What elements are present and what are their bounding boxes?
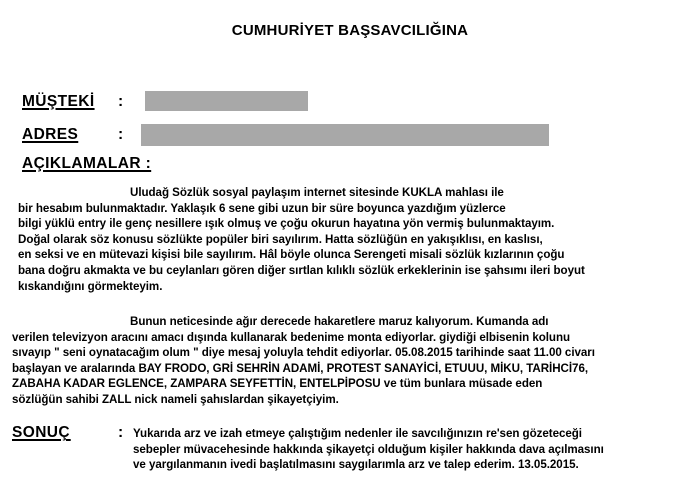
paragraph-line: Uludağ Sözlük sosyal paylaşım internet sitesinde KUKLA mahlası ile xyxy=(130,186,504,199)
statement-paragraph-2 xyxy=(12,314,595,408)
statement-paragraph-1 xyxy=(18,185,585,294)
paragraph-line: Doğal olarak söz konusu sözlükte popüler biri sayılırım. Hatta sözlüğün en yakışıklısı, en kaslısı, xyxy=(18,232,543,246)
adres-label: ADRES xyxy=(22,126,79,143)
paragraph-line: ZABAHA KADAR EGLENCE, ZAMPARA SEYFETTİN, ENTELPİPOSU ve tüm bunlara müsade eden xyxy=(12,377,543,391)
paragraph-line: verilen televizyon aracını amacı dışında kullanarak bedenime monta ediyorlar. giydiği elbisenin kolunu xyxy=(12,330,571,344)
adres-colon: : xyxy=(118,126,124,143)
conclusion-line: sebepler müvacehesinde hakkında şikayetçi olduğum kişiler hakkında dava açılmasını xyxy=(133,442,604,456)
conclusion-text xyxy=(133,426,604,473)
paragraph-line: bilgi yüklü entry ile genç nesillere ışık olmuş ve çoğu okurun hayatına yön vermiş bulunmaktayım. xyxy=(18,217,555,231)
paragraph-line: sözlüğün sahibi ZALL nick nameli şahıslardan şikayetçiyim. xyxy=(12,392,339,406)
paragraph-line: bana doğru akmakta ve bu ceylanları gören diğer sırtlan kılıklı sözlük erkeklerinin ise şahsımı ileri boyut xyxy=(18,263,585,277)
aciklamalar-label-text: AÇIKLAMALAR : xyxy=(22,155,152,172)
redacted-address xyxy=(141,124,549,146)
sonuc-colon: : xyxy=(118,424,124,441)
paragraph-line: bir hesabım bulunmaktadır. Yaklaşık 6 sene gibi uzun bir süre boyunca yazdığım yüzlerce xyxy=(18,201,506,215)
aciklamalar-label xyxy=(22,155,151,173)
paragraph-line: sıvayıp " seni oynatacağım olum " diye mesaj yoluyla tehdit ediyorlar. 05.08.2015 tarihinde saat 11.00 civarı xyxy=(12,346,595,360)
paragraph-line: kıskandığını görmekteyim. xyxy=(18,279,163,293)
musteki-colon: : xyxy=(118,93,124,110)
conclusion-line: ve yargılanmanın ivedi başlatılmasını saygılarımla arz ve talep ederim. 13.05.2015. xyxy=(133,458,579,472)
sonuc-label: SONUÇ xyxy=(12,424,70,441)
redacted-complainant-name xyxy=(145,91,308,111)
musteki-label: MÜŞTEKİ xyxy=(22,93,95,110)
paragraph-line: başlayan ve aralarında BAY FRODO, GRİ SEHRİN ADAMİ, PROTEST SANAYİCİ, ETUUU, MİKU, TARİHCİ76, xyxy=(12,361,589,375)
conclusion-line: Yukarıda arz ve izah etmeye çalıştığım nedenler ile savcılığınızın re'sen gözeteceği xyxy=(133,427,582,440)
document-title: CUMHURİYET BAŞSAVCILIĞINA xyxy=(231,22,469,39)
paragraph-line: Bunun neticesinde ağır derecede hakaretlere maruz kalıyorum. Kumanda adı xyxy=(130,315,549,328)
paragraph-line: en seksi ve en mütevazi kişisi bile sayılırım. Hâl böyle olunca Serengeti misali sözlük kızlarının çoğu xyxy=(18,248,565,262)
sonuc-underline-spacer xyxy=(66,424,120,442)
